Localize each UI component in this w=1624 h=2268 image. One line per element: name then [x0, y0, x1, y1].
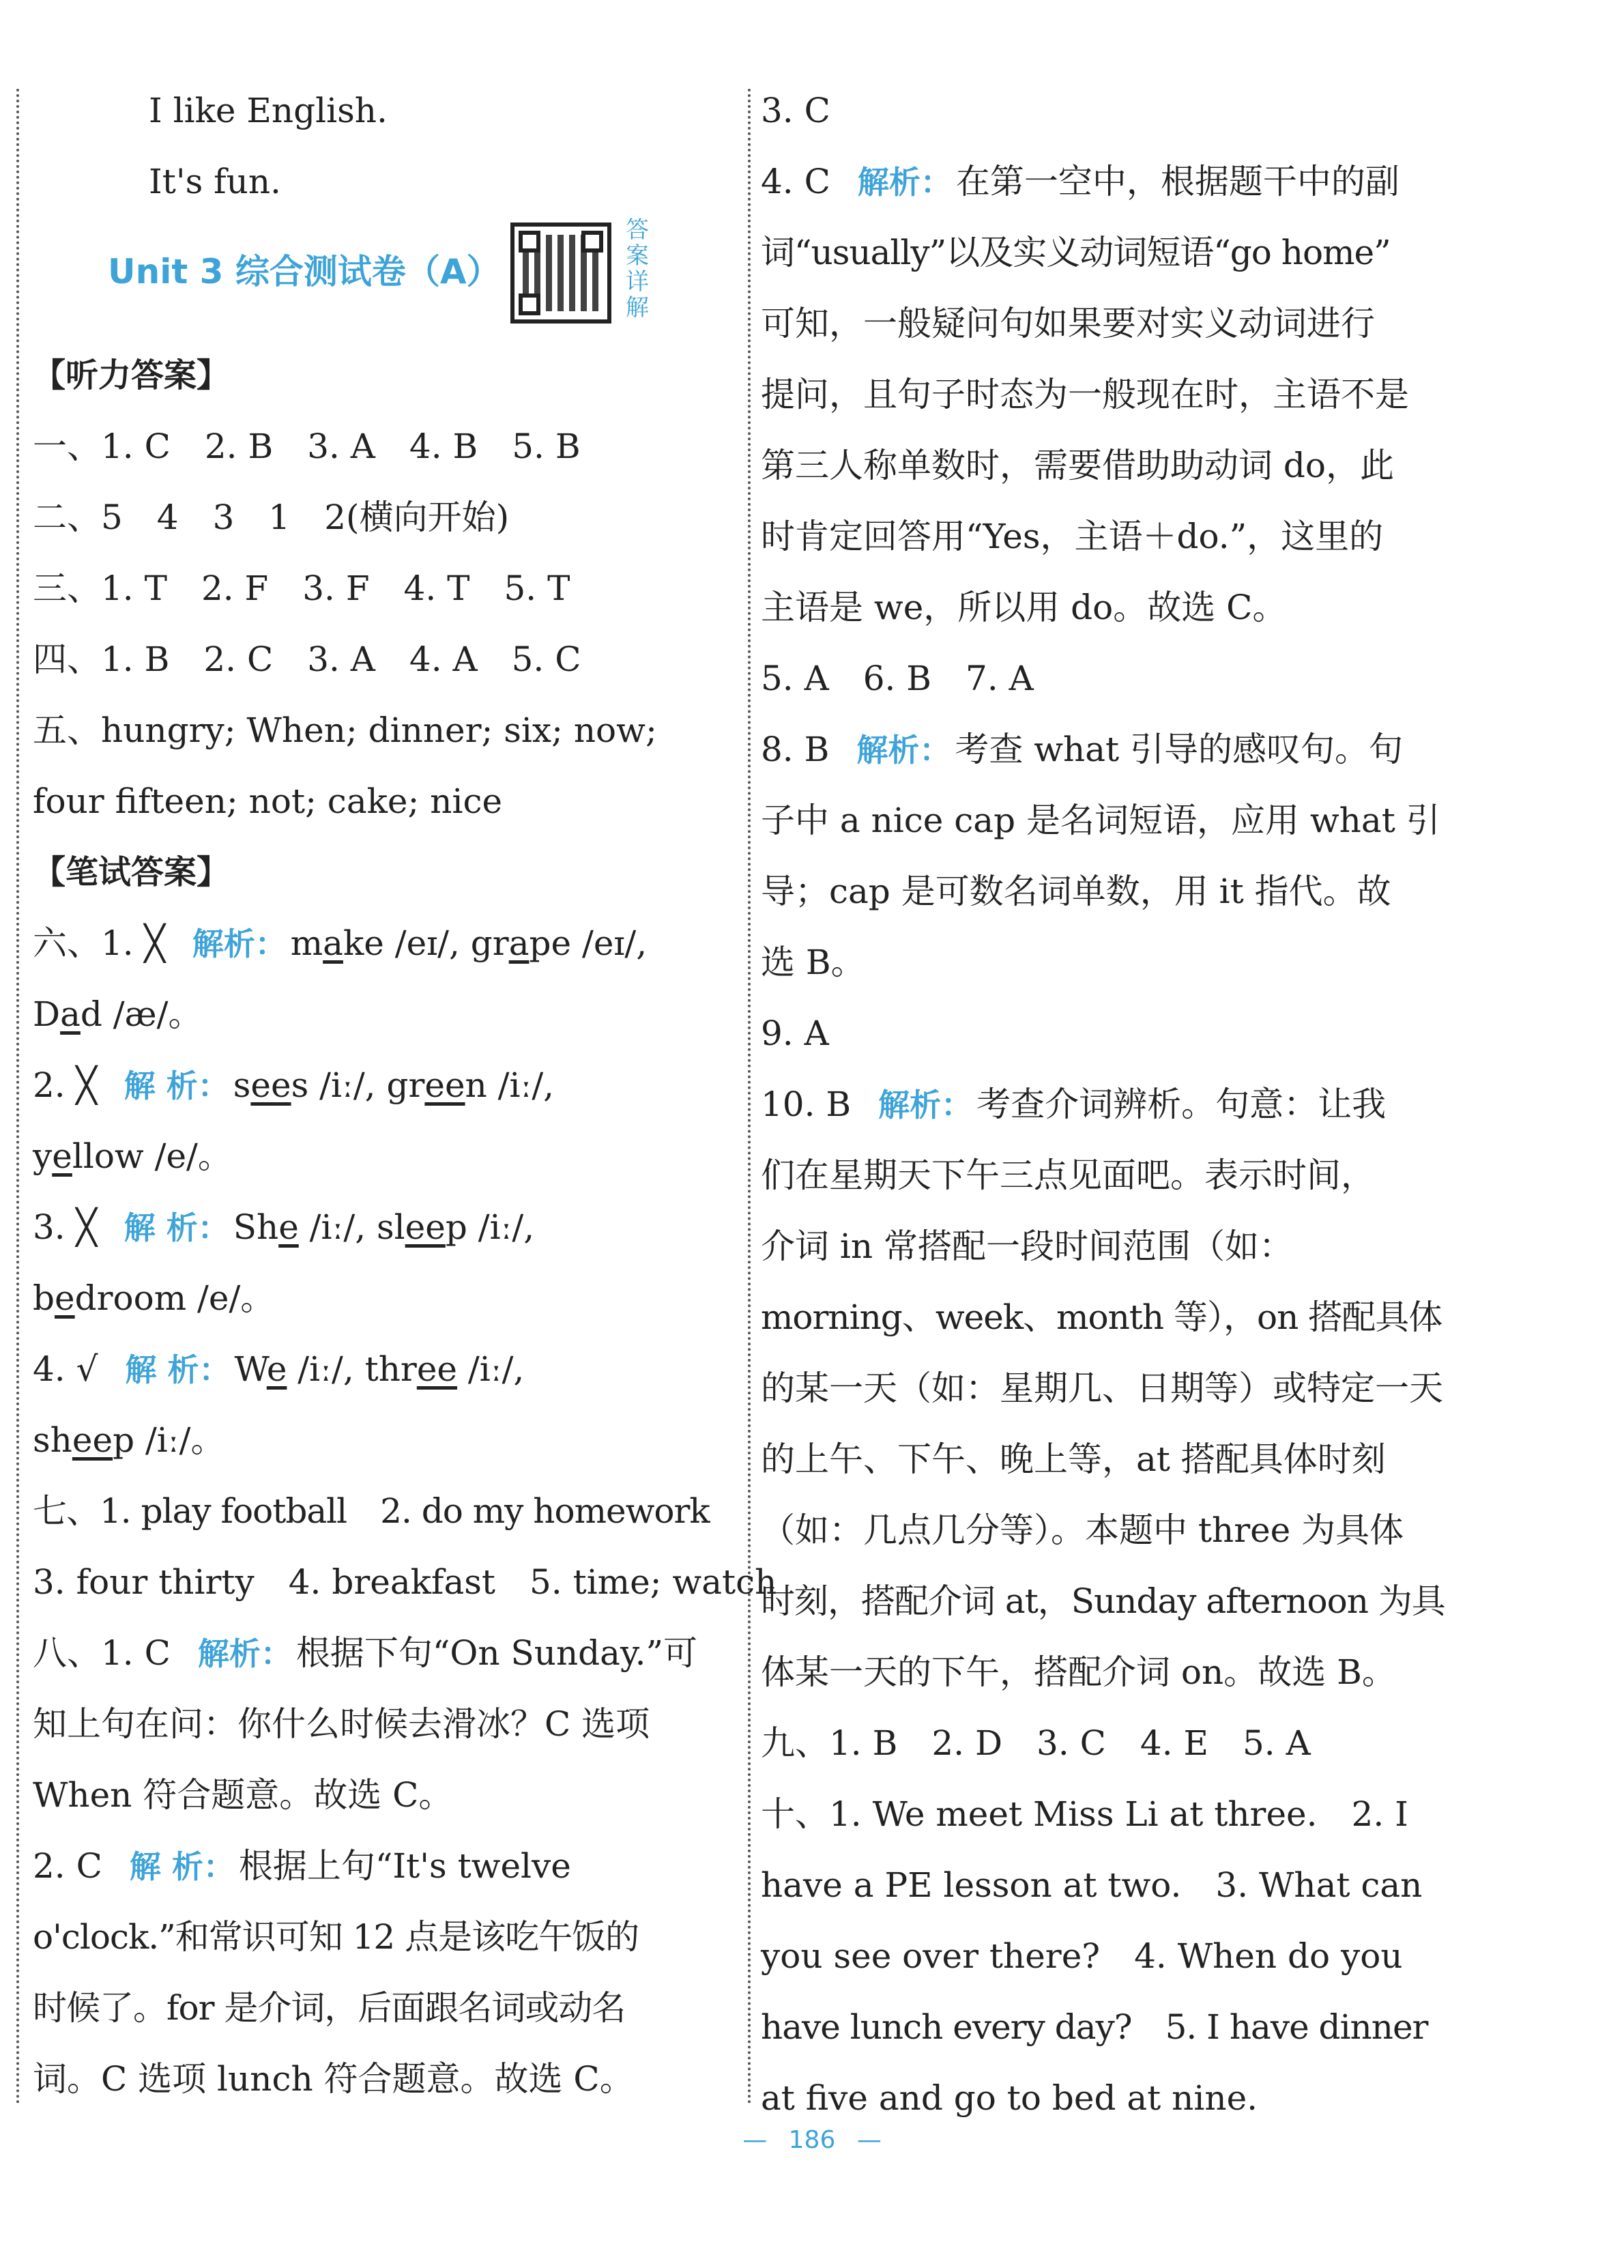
answer-line: 四、1. B 2. C 3. A 4. A 5. C: [33, 640, 581, 679]
question-lead: 2. ╳: [33, 1065, 97, 1105]
answer-line: [761, 714, 1453, 785]
word-part: y: [33, 1136, 53, 1176]
answer-line: 3. C: [761, 91, 830, 130]
answer-line: 九、1. B 2. D 3. C 4. E 5. A: [761, 1723, 1311, 1763]
answer-line: o'clock.”和常识可知 12 点是该吃午饭的: [33, 1917, 639, 1957]
answer-line: [33, 1618, 722, 1689]
answer-line: 词。C 选项 lunch 符合题意。故选 C。: [33, 2059, 634, 2099]
answer-line: 的上午、下午、晚上等，at 搭配具体时刻: [761, 1439, 1386, 1479]
answer-line: 5. A 6. B 7. A: [761, 659, 1034, 698]
answer-line: 一、1. C 2. B 3. A 4. B 5. B: [33, 427, 581, 466]
answer-line: 时肯定回答用“Yes，主语＋do.”，这里的: [761, 517, 1384, 556]
word-part: /iː/, sl: [298, 1207, 405, 1247]
answer-line: [33, 1831, 722, 1901]
qr-side-label: 答案详解: [626, 216, 649, 321]
answer-line: [761, 1069, 1453, 1140]
answer-line: 主语是 we，所以用 do。故选 C。: [761, 588, 1287, 627]
answer-line: 词“usually”以及实义动词短语“go home”: [761, 233, 1391, 272]
answer-line: four fifteen; not; cake; nice: [33, 781, 503, 821]
underlined-letters: e: [278, 1207, 299, 1247]
underlined-letters: ee: [416, 1349, 457, 1389]
answer-line: When 符合题意。故选 C。: [33, 1775, 453, 1815]
word-part: s /iː/, gr: [291, 1065, 425, 1105]
question-lead: 3. ╳: [33, 1207, 97, 1247]
word-part: s: [233, 1065, 251, 1105]
answer-line: 的某一天（如：星期几、日期等）或特定一天: [761, 1368, 1443, 1408]
word-part: droom /e/。: [74, 1278, 275, 1318]
answer-line: 三、1. T 2. F 3. F 4. T 5. T: [33, 569, 570, 608]
answer-line: [33, 1405, 722, 1476]
answer-line: 七、1. play football 2. do my homework: [33, 1491, 710, 1531]
answer-line: 时刻，搭配介词 at，Sunday afternoon 为具: [761, 1581, 1445, 1621]
word-part: d /æ/。: [80, 994, 203, 1034]
word-part: llow /e/。: [72, 1136, 232, 1176]
underlined-letters: e: [55, 1278, 75, 1318]
answer-line: 子中 a nice cap 是名词短语，应用 what 引: [761, 801, 1440, 840]
answer-line: morning、week、month 等），on 搭配具体: [761, 1297, 1442, 1337]
word-part: p /iː/,: [445, 1207, 535, 1247]
analysis-label: 解析：: [856, 732, 951, 769]
analysis-label: 解 析：: [125, 1351, 231, 1388]
analysis-label: 解析：: [197, 1635, 292, 1672]
analysis-label: 解 析：: [129, 1848, 235, 1885]
question-lead: 六、1. ╳: [33, 923, 165, 963]
analysis-label: 解 析：: [124, 1209, 229, 1246]
word-part: /iː/, thr: [287, 1349, 417, 1389]
question-lead: 8. B: [761, 730, 830, 769]
answer-line: [33, 1263, 722, 1334]
page-number: 186: [788, 2126, 836, 2154]
word-part: /iː/,: [457, 1349, 525, 1389]
answer-line: 五、hungry; When; dinner; six; now;: [33, 710, 657, 750]
underlined-letters: ee: [424, 1065, 465, 1105]
analysis-text: 根据上句“It's twelve: [238, 1846, 571, 1886]
answer-line: [33, 1334, 722, 1405]
column-divider-rule: [748, 89, 751, 2106]
answer-line: 可知，一般疑问句如果要对实义动词进行: [761, 304, 1375, 343]
answer-line: have a PE lesson at two. 3. What can: [761, 1865, 1423, 1905]
underlined-letters: e: [52, 1136, 72, 1176]
question-lead: 2. C: [33, 1846, 102, 1886]
answer-line: 知上句在问：你什么时候去滑冰？C 选项: [33, 1704, 650, 1744]
word-part: p /iː/。: [113, 1420, 225, 1460]
word-part: pe /eɪ/,: [529, 923, 648, 963]
answer-line: 3. four thirty 4. breakfast 5. time; watch: [33, 1562, 777, 1602]
analysis-label: 解析：: [192, 925, 287, 962]
answer-line: [33, 908, 722, 979]
word-part: W: [234, 1349, 267, 1389]
intro-line: I like English.: [149, 91, 388, 130]
section-header-listening: 【听力答案】: [33, 356, 230, 394]
answer-line: 时候了。for 是介词，后面跟名词或动名: [33, 1988, 626, 2028]
question-lead: 4. C: [761, 162, 830, 201]
analysis-text: 根据下句“On Sunday.”可: [295, 1633, 698, 1673]
analysis-label: 解析：: [878, 1087, 973, 1123]
answer-line: 导；cap 是可数名词单数，用 it 指代。故: [761, 872, 1391, 911]
answer-line: [33, 1050, 722, 1121]
underlined-letters: ee: [72, 1420, 113, 1460]
word-part: b: [33, 1278, 55, 1318]
answer-line: 体某一天的下午，搭配介词 on。故选 B。: [761, 1652, 1396, 1692]
underlined-letters: a: [323, 923, 343, 963]
answer-line: 们在星期天下午三点见面吧。表示时间，: [761, 1155, 1375, 1195]
qr-finder: [519, 231, 540, 253]
answer-line: you see over there? 4. When do you: [761, 1936, 1403, 1976]
analysis-label: 解析：: [857, 164, 952, 201]
answer-line: 提问，且句子时态为一般现在时，主语不是: [761, 375, 1409, 414]
underlined-letters: a: [60, 994, 81, 1034]
analysis-text: 考查 what 引导的感叹句。句: [955, 730, 1404, 769]
word-part: m: [290, 923, 323, 963]
underlined-letters: ee: [405, 1207, 446, 1247]
answer-line: [33, 1192, 722, 1263]
left-column: [33, 75, 777, 2114]
qr-code-icon[interactable]: [510, 223, 611, 324]
answer-line: （如：几点几分等）。本题中 three 为具体: [761, 1510, 1404, 1550]
answer-line: [33, 979, 722, 1050]
qr-finder: [519, 293, 540, 315]
answer-line: [761, 146, 1453, 217]
intro-line: It's fun.: [149, 162, 281, 201]
word-part: Sh: [233, 1207, 279, 1247]
analysis-label: 解 析：: [124, 1067, 229, 1104]
word-part: D: [33, 994, 61, 1034]
unit-title-row: [33, 217, 722, 340]
page-footer: [0, 2126, 1624, 2154]
word-part: n /iː/,: [465, 1065, 555, 1105]
analysis-text: 考查介词辨析。句意：让我: [976, 1085, 1387, 1124]
underlined-letters: ee: [250, 1065, 291, 1105]
analysis-text: 在第一空中，根据题干中的副: [955, 162, 1400, 201]
left-margin-rule: [16, 89, 19, 2106]
underlined-letters: a: [508, 923, 530, 963]
underlined-letters: e: [266, 1349, 287, 1389]
section-header-written: 【笔试答案】: [33, 853, 230, 891]
right-column: [761, 75, 1453, 2134]
answer-line: 二、5 4 3 1 2(横向开始): [33, 498, 510, 537]
footer-dash: —: [856, 2126, 882, 2154]
answer-line: have lunch every day? 5. I have dinner: [761, 2007, 1428, 2047]
answer-line: 选 B。: [761, 943, 865, 982]
answer-line: 9. A: [761, 1014, 829, 1053]
answer-line: 第三人称单数时，需要借助助动词 do，此: [761, 446, 1395, 485]
question-lead: 4. √: [33, 1349, 98, 1389]
answer-line: 介词 in 常搭配一段时间范围（如：: [761, 1226, 1293, 1266]
unit-title: Unit 3 综合测试卷（A）: [108, 252, 501, 291]
word-part: sh: [33, 1420, 72, 1460]
question-lead: 10. B: [761, 1085, 852, 1124]
word-part: ke /eɪ/, gr: [343, 923, 509, 963]
answer-line: 十、1. We meet Miss Li at three. 2. I: [761, 1794, 1408, 1834]
footer-dash: —: [742, 2126, 768, 2154]
answer-line: at five and go to bed at nine.: [761, 2078, 1258, 2118]
question-lead: 八、1. C: [33, 1633, 171, 1673]
qr-finder: [581, 231, 603, 253]
answer-line: [33, 1121, 722, 1192]
